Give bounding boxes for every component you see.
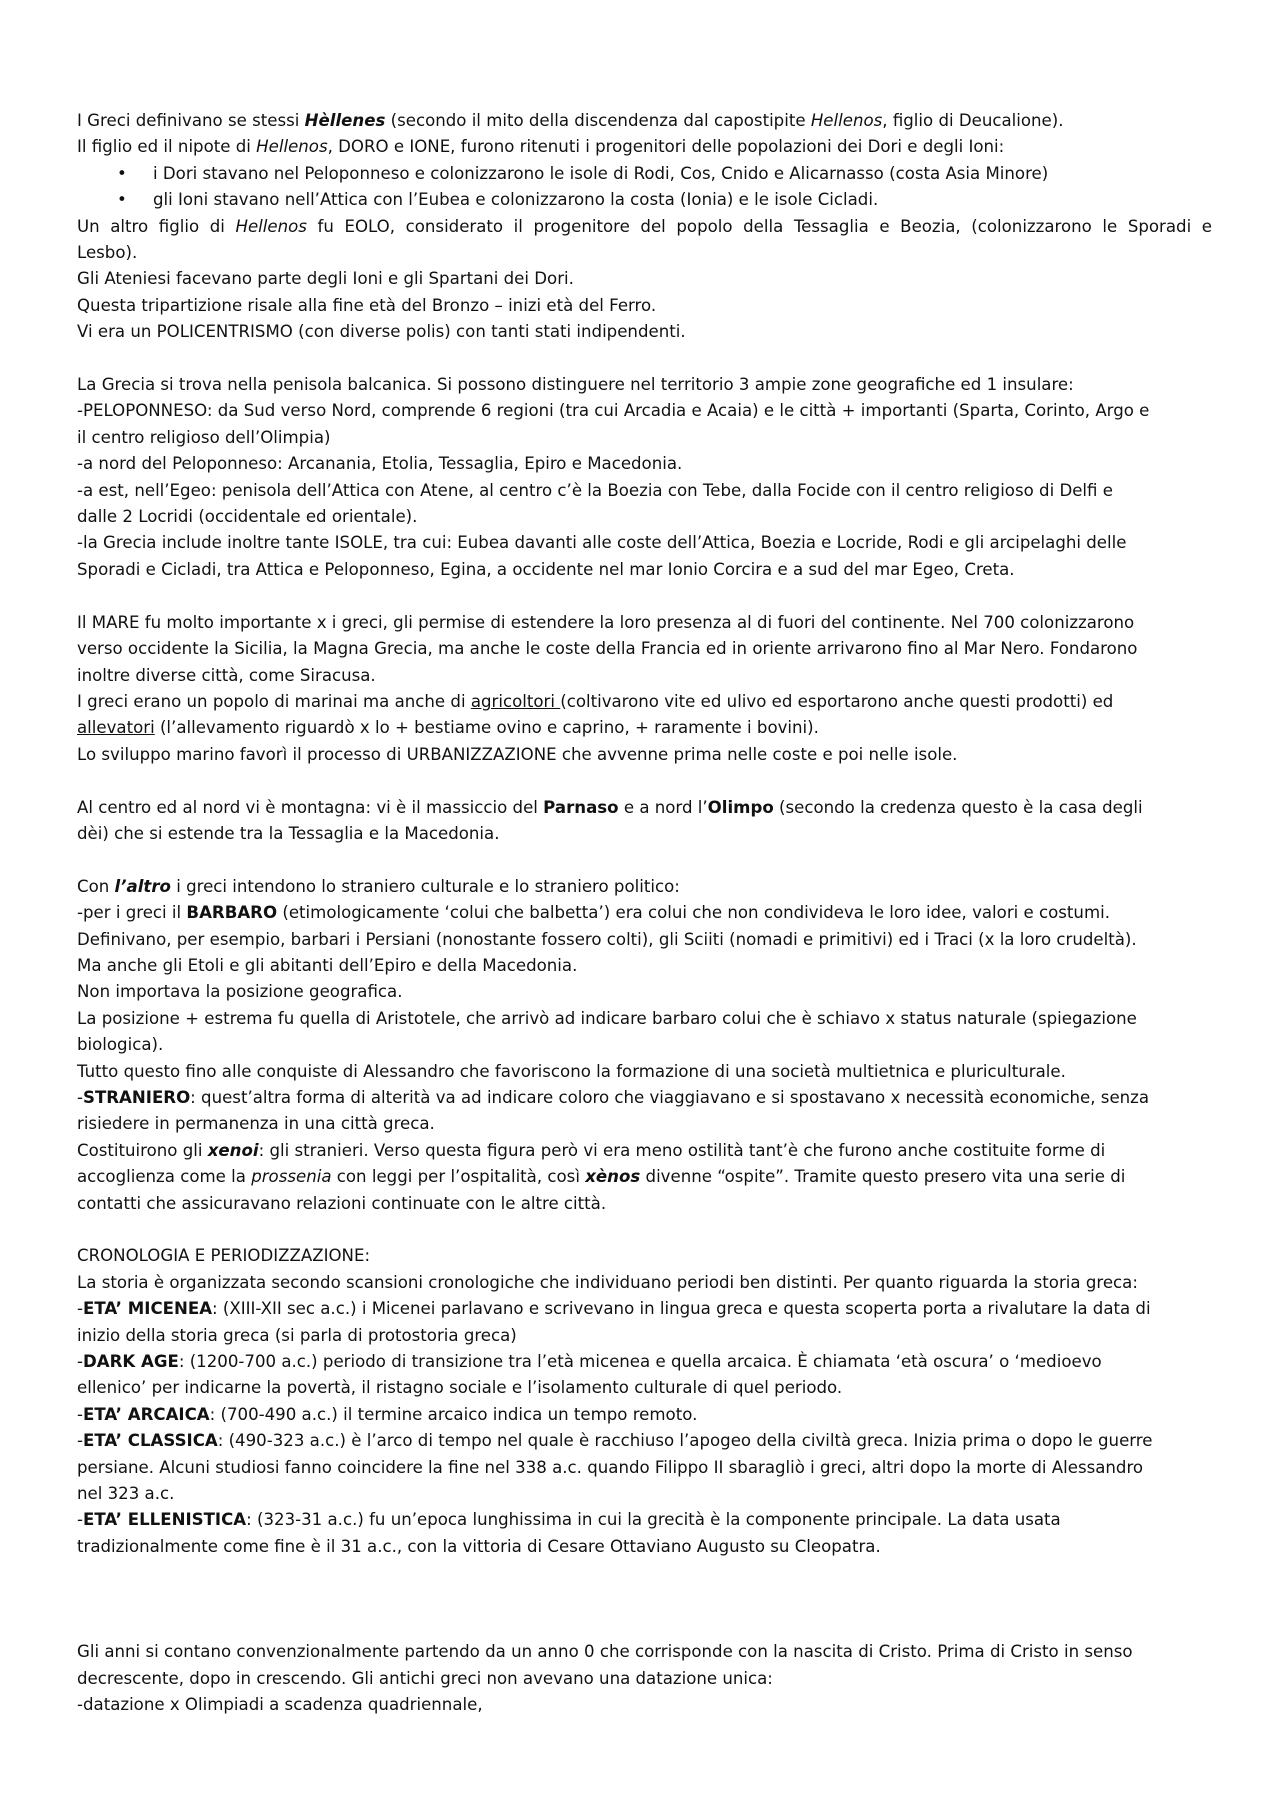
list-item: • gli Ioni stavano nell’Attica con l’Eubea e colonizzarono la costa (Ionia) e le isole Cicladi. bbox=[77, 187, 1212, 213]
text-line: contatti che assicuravano relazioni continuate con le altre città. bbox=[77, 1193, 607, 1213]
text-line: La storia è organizzata secondo scansioni cronologiche che individuano periodi ben distinti. Per quanto riguarda la storia greca: bbox=[77, 1272, 1138, 1292]
text-line: allevatori (l’allevamento riguardò x lo + bestiame ovino e caprino, + raramente i bovini). bbox=[77, 718, 819, 738]
text-line: Tutto questo fino alle conquiste di Alessandro che favoriscono la formazione di una società multietnica e pluriculturale. bbox=[77, 1061, 1066, 1081]
text-line: -DARK AGE: (1200-700 a.c.) periodo di transizione tra l’età micenea e quella arcaica. È chiamata ‘età oscura’ o ‘medioevo bbox=[77, 1352, 1102, 1372]
text-line: decrescente, dopo in crescendo. Gli antichi greci non avevano una datazione unica: bbox=[77, 1668, 773, 1688]
list-item: • i Dori stavano nel Peloponneso e colonizzarono le isole di Rodi, Cos, Cnido e Alicarnasso (costa Asia Minore) bbox=[77, 161, 1212, 187]
text-line: -PELOPONNESO: da Sud verso Nord, comprende 6 regioni (tra cui Arcadia e Acaia) e le città + importanti (Sparta, Corinto, Argo e bbox=[77, 401, 1150, 421]
text-line: -per i greci il BARBARO (etimologicamente ‘colui che balbetta’) era colui che non condivideva le loro idee, valori e costumi. bbox=[77, 903, 1110, 923]
text-line: Questa tripartizione risale alla fine età del Bronzo – inizi età del Ferro. bbox=[77, 295, 657, 315]
text-line: dalle 2 Locridi (occidentale ed orientale). bbox=[77, 507, 418, 527]
text-line: Il MARE fu molto importante x i greci, gli permise di estendere la loro presenza al di fuori del continente. Nel 700 colonizzarono bbox=[77, 612, 1135, 632]
text-line: Sporadi e Cicladi, tra Attica e Peloponneso, Egina, a occidente nel mar Ionio Corcira e a sud del mar Egeo, Creta. bbox=[77, 559, 1015, 579]
text-line: Il figlio ed il nipote di Hellenos, DORO e IONE, furono ritenuti i progenitori delle popolazioni dei Dori e degli Ioni: bbox=[77, 137, 1005, 157]
text-line: ellenico’ per indicarne la povertà, il ristagno sociale e l’isolamento culturale di quel periodo. bbox=[77, 1378, 843, 1398]
text-line: accoglienza come la prossenia con leggi per l’ospitalità, così xènos divenne “ospite”. Tramite questo presero vita una serie di bbox=[77, 1167, 1126, 1187]
text-line: -a est, nell’Egeo: penisola dell’Attica con Atene, al centro c’è la Boezia con Tebe, dalla Focide con il centro religioso di Delfi e bbox=[77, 480, 1113, 500]
text-line: -a nord del Peloponneso: Arcanania, Etolia, Tessaglia, Epiro e Macedonia. bbox=[77, 454, 683, 474]
text-line: nel 323 a.c. bbox=[77, 1484, 175, 1504]
text-line: Lo sviluppo marino favorì il processo di URBANIZZAZIONE che avvenne prima nelle coste e poi nelle isole. bbox=[77, 744, 958, 764]
text-line: Gli anni si contano convenzionalmente partendo da un anno 0 che corrisponde con la nascita di Cristo. Prima di Cristo in senso bbox=[77, 1642, 1133, 1662]
text-line: Al centro ed al nord vi è montagna: vi è il massiccio del Parnaso e a nord l’Olimpo (secondo la credenza questo è la casa degli bbox=[77, 797, 1143, 817]
text-line: I Greci definivano se stessi Hèllenes (secondo il mito della discendenza dal capostipite Hellenos, figlio di Deucalione). bbox=[77, 111, 1064, 130]
text-line: biologica). bbox=[77, 1035, 164, 1055]
text-line: Costituirono gli xenoi: gli stranieri. Verso questa figura però vi era meno ostilità tant’è che furono anche costituite forme di bbox=[77, 1140, 1106, 1160]
text-line: Un altro figlio di Hellenos fu EOLO, considerato il progenitore del popolo della Tessaglia e Beozia, (colonizzarono le Sporadi e bbox=[77, 216, 1212, 236]
text-line: Ma anche gli Etoli e gli abitanti dell’Epiro e della Macedonia. bbox=[77, 955, 578, 975]
text-line: I greci erano un popolo di marinai ma anche di agricoltori (coltivarono vite ed ulivo ed esportarono anche questi prodotti) ed bbox=[77, 691, 1114, 711]
text-line: Definivano, per esempio, barbari i Persiani (nonostante fossero colti), gli Sciiti (nomadi e primitivi) ed i Traci (x la loro crudeltà). bbox=[77, 929, 1137, 949]
text-line: -ETA’ CLASSICA: (490-323 a.c.) è l’arco di tempo nel quale è racchiuso l’apogeo della civiltà greca. Inizia prima o dopo le guerre bbox=[77, 1431, 1153, 1451]
text-line: dèi) che si estende tra la Tessaglia e la Macedonia. bbox=[77, 823, 500, 843]
text-line: -datazione x Olimpiadi a scadenza quadriennale, bbox=[77, 1695, 483, 1715]
text-line: il centro religioso dell’Olimpia) bbox=[77, 427, 331, 447]
text-line: Lesbo). bbox=[77, 243, 138, 263]
text-line: tradizionalmente come fine è il 31 a.c., con la vittoria di Cesare Ottaviano Augusto su Cleopatra. bbox=[77, 1536, 881, 1556]
text-line: inizio della storia greca (si parla di protostoria greca) bbox=[77, 1325, 517, 1345]
bullet-icon: • bbox=[117, 163, 127, 183]
text-line: -ETA’ MICENEA: (XIII-XII sec a.c.) i Micenei parlavano e scrivevano in lingua greca e questa scoperta porta a rivalutare la data di bbox=[77, 1299, 1151, 1319]
text-line: -ETA’ ELLENISTICA: (323-31 a.c.) fu un’epoca lunghissima in cui la grecità è la componente principale. La data usata bbox=[77, 1510, 1061, 1530]
text-line: Vi era un POLICENTRISMO (con diverse polis) con tanti stati indipendenti. bbox=[77, 322, 686, 342]
document-page bbox=[77, 108, 1212, 1718]
text-line: -la Grecia include inoltre tante ISOLE, tra cui: Eubea davanti alle coste dell’Attica, Boezia e Locride, Rodi e gli arcipelaghi delle bbox=[77, 533, 1127, 553]
text-line: Con l’altro i greci intendono lo straniero culturale e lo straniero politico: bbox=[77, 876, 680, 896]
text-line: inoltre diverse città, come Siracusa. bbox=[77, 665, 376, 685]
section-heading: CRONOLOGIA E PERIODIZZAZIONE: bbox=[77, 1246, 371, 1266]
bullet-icon: • bbox=[117, 190, 127, 210]
text-line: verso occidente la Sicilia, la Magna Grecia, ma anche le coste della Francia ed in oriente arrivarono fino al Mar Nero. Fondarono bbox=[77, 639, 1138, 659]
text-line: -STRANIERO: quest’altra forma di alterità va ad indicare coloro che viaggiavano e si spostavano x necessità economiche, senza bbox=[77, 1087, 1150, 1107]
text-line: -ETA’ ARCAICA: (700-490 a.c.) il termine arcaico indica un tempo remoto. bbox=[77, 1404, 698, 1424]
text-line: Non importava la posizione geografica. bbox=[77, 982, 403, 1002]
text-line: Gli Ateniesi facevano parte degli Ioni e gli Spartani dei Dori. bbox=[77, 269, 574, 289]
text-line: La posizione + estrema fu quella di Aristotele, che arrivò ad indicare barbaro colui che è schiavo x status naturale (spiegazione bbox=[77, 1008, 1137, 1028]
text-line: risiedere in permanenza in una città greca. bbox=[77, 1114, 435, 1134]
text-line: persiane. Alcuni studiosi fanno coincidere la fine nel 338 a.c. quando Filippo II sbaragliò i greci, altri dopo la morte di Alessandro bbox=[77, 1457, 1144, 1477]
text-line: La Grecia si trova nella penisola balcanica. Si possono distinguere nel territorio 3 ampie zone geografiche ed 1 insulare: bbox=[77, 375, 1074, 395]
